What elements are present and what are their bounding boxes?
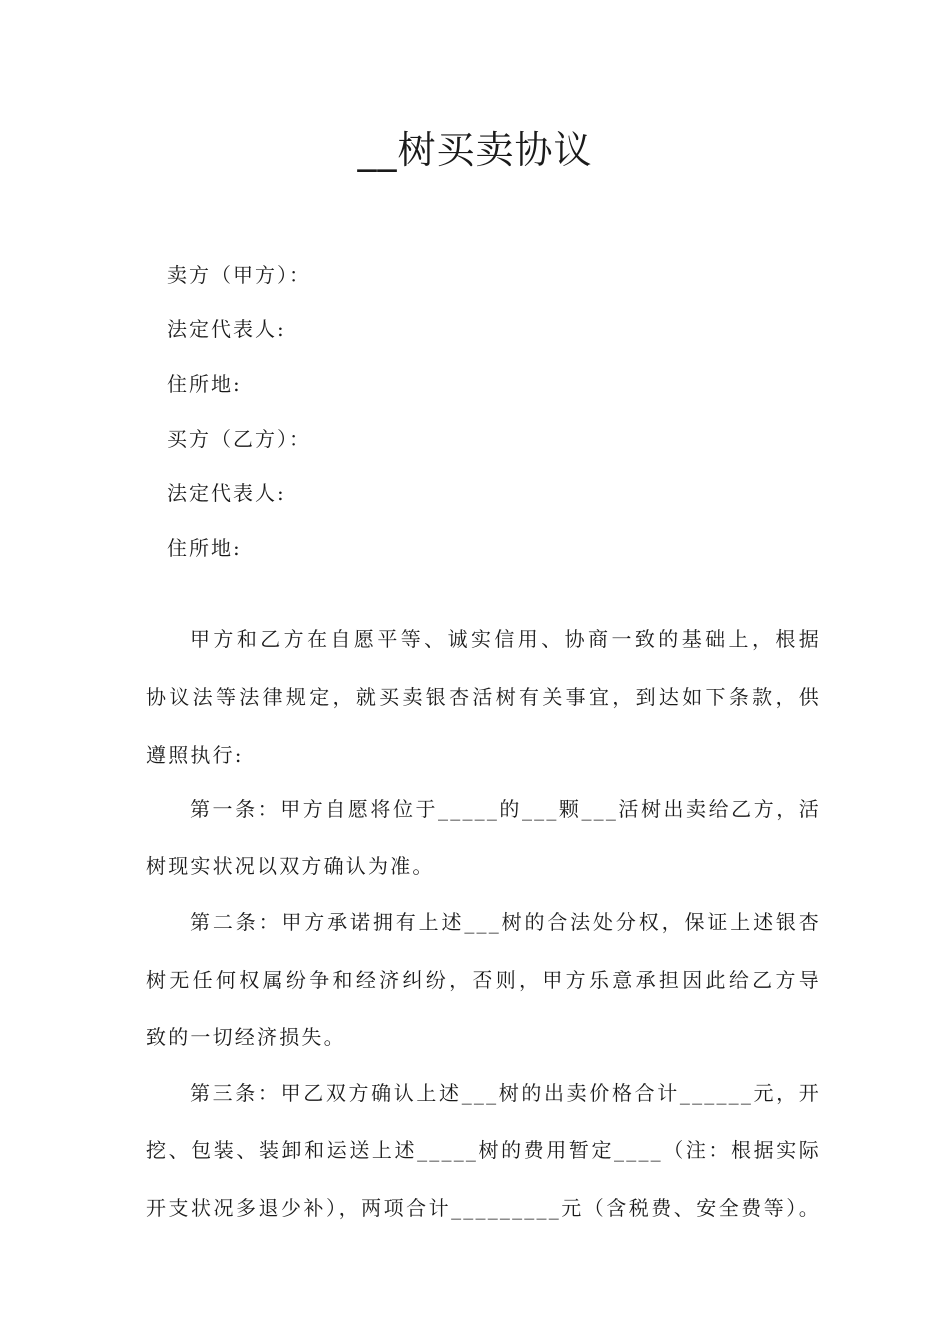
- article-3-line-1: 第三条：甲乙双方确认上述___树的出卖价格合计______元，开: [190, 1081, 821, 1105]
- article-1-line-1: 第一条：甲方自愿将位于_____的___颗___活树出卖给乙方，活: [190, 797, 821, 821]
- article-1-line-2: 树现实状况以双方确认为准。: [146, 854, 435, 878]
- seller-representative-label: 法定代表人:: [167, 317, 286, 341]
- article-3-line-3: 开支状况多退少补），两项合计_________元（含税费、安全费等）。: [146, 1196, 821, 1220]
- article-2-line-2: 树无任何权属纷争和经济纠纷，否则，甲方乐意承担因此给乙方导: [146, 968, 821, 992]
- article-2-line-3: 致的一切经济损失。: [146, 1025, 346, 1049]
- buyer-address-label: 住所地:: [167, 536, 242, 560]
- seller-address-label: 住所地:: [167, 372, 242, 396]
- buyer-representative-label: 法定代表人:: [167, 481, 286, 505]
- preamble-line-1: 甲方和乙方在自愿平等、诚实信用、协商一致的基础上，根据: [190, 627, 821, 651]
- seller-label: 卖方（甲方）：: [167, 263, 311, 287]
- document-title: __树买卖协议: [357, 128, 593, 172]
- preamble-line-3: 遵照执行:: [146, 743, 244, 767]
- article-3-line-2: 挖、包装、装卸和运送上述_____树的费用暂定____（注：根据实际: [146, 1138, 821, 1162]
- preamble-line-2: 协议法等法律规定，就买卖银杏活树有关事宜，到达如下条款，供: [146, 685, 821, 709]
- article-2-line-1: 第二条：甲方承诺拥有上述___树的合法处分权，保证上述银杏: [190, 910, 821, 934]
- buyer-label: 买方（乙方）：: [167, 427, 311, 451]
